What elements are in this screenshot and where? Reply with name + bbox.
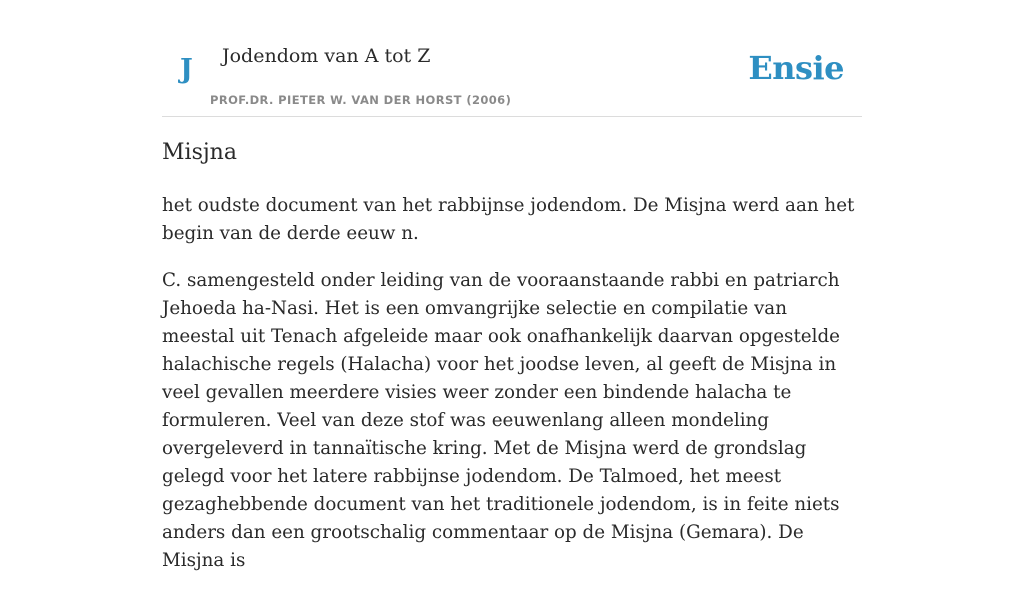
book-title-link[interactable]: Jodendom van A tot Z xyxy=(222,45,431,67)
entry-paragraph: C. samengesteld onder leiding van de vooraanstaande rabbi en patriarch Jehoeda ha-Nasi. Het is een omvangrijke selectie en compilatie van meestal uit Tenach afgeleide maar ook onafhankelijk daarvan opgestelde halachische regels (Halacha) voor het joodse leven, al geeft de Misjna in veel gevallen meerdere visies weer zonder een bindende halacha te formuleren. Veel van deze stof was eeuwenlang alleen mondeling overgeleverd in tannaïtische kring. Met de Misjna werd de grondslag gelegd voor het latere rabbijnse jodendom. De Talmoed, het meest gezaghebbende document van het traditionele jodendom, is in feite niets anders dan een grootschalig commentaar op de Misjna (Gemara). De Misjna is xyxy=(162,270,840,571)
book-header xyxy=(162,0,862,117)
entry-body xyxy=(162,192,862,594)
book-logo: J xyxy=(180,54,193,85)
entry-title: Misjna xyxy=(162,140,237,165)
entry-paragraph: het oudste document van het rabbijnse jodendom. De Misjna werd aan het begin van de derde eeuw n. xyxy=(162,195,855,244)
ensie-logo-link[interactable]: Ensie xyxy=(748,49,844,87)
book-author: PROF.DR. PIETER W. VAN DER HORST (2006) xyxy=(210,93,512,107)
